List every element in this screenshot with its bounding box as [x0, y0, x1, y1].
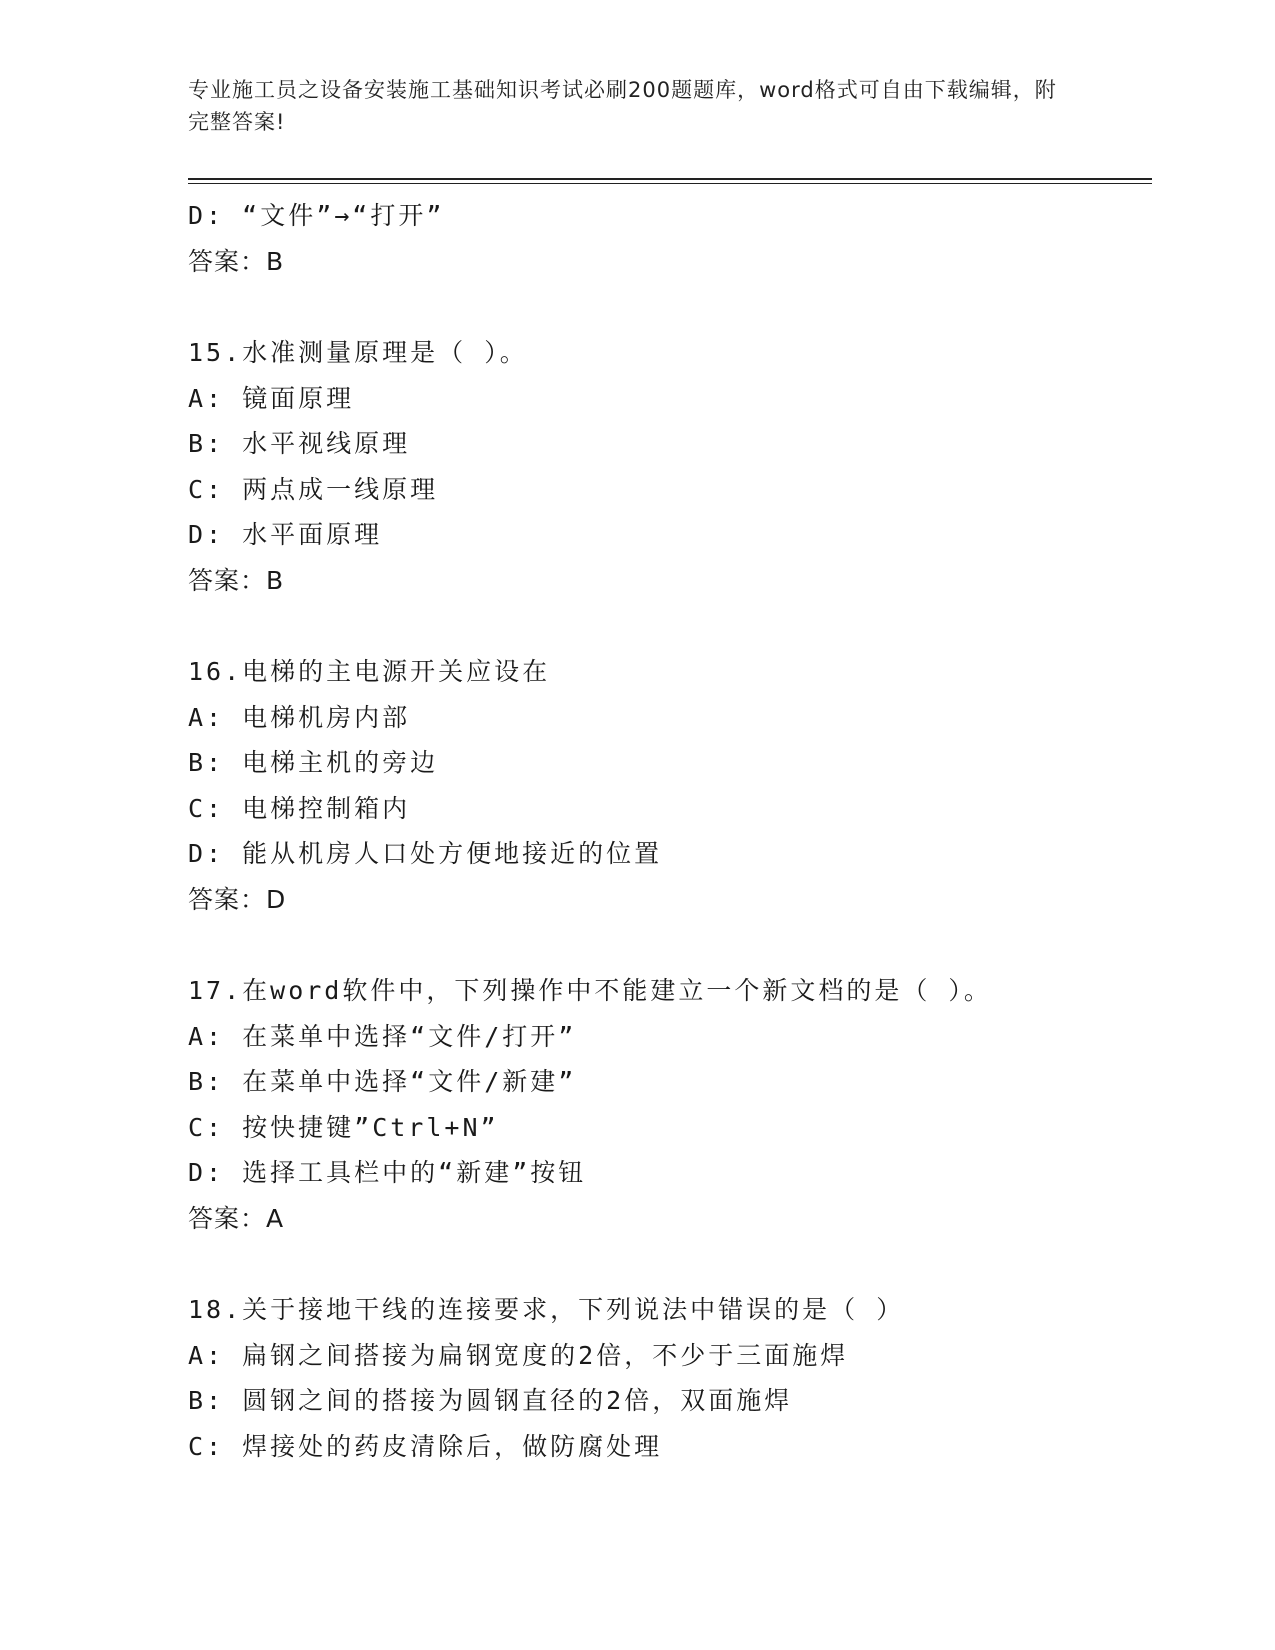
option-d: D: “文件”→“打开” [188, 201, 445, 230]
document-body [188, 193, 1148, 1469]
option-b: B: 在菜单中选择“文件/新建” [188, 1067, 577, 1096]
option-c: C: 两点成一线原理 [188, 474, 439, 504]
option-c: C: 焊接处的药皮清除后，做防腐处理 [188, 1431, 663, 1461]
answer-line: 答案：A [188, 1203, 285, 1233]
option-d: D: 水平面原理 [188, 520, 383, 549]
option-a: A: 扁钢之间搭接为扁钢宽度的2倍，不少于三面施焊 [188, 1340, 849, 1370]
answer-line: 答案：B [188, 565, 285, 595]
option-a: A: 在菜单中选择“文件/打开” [188, 1021, 577, 1051]
question-15 [188, 330, 1148, 603]
question-16 [188, 649, 1148, 922]
option-c: C: 按快捷键”Ctrl+N” [188, 1112, 499, 1142]
question-stem: 17.在word软件中，下列操作中不能建立一个新文档的是（ ）。 [188, 976, 992, 1005]
header-divider-thin [188, 183, 1152, 184]
question-stem: 15.水准测量原理是（ ）。 [188, 338, 528, 367]
question-14-tail [188, 193, 1148, 284]
option-a: A: 镜面原理 [188, 383, 355, 413]
question-stem: 18.关于接地干线的连接要求，下列说法中错误的是（ ） [188, 1295, 905, 1324]
answer-line: 答案：B [188, 246, 285, 276]
option-c: C: 电梯控制箱内 [188, 793, 411, 823]
answer-line: 答案：D [188, 884, 287, 914]
option-d: D: 选择工具栏中的“新建”按钮 [188, 1158, 587, 1187]
option-d: D: 能从机房人口处方便地接近的位置 [188, 839, 663, 868]
option-a: A: 电梯机房内部 [188, 702, 411, 732]
header-divider-thick [188, 178, 1152, 180]
question-18 [188, 1287, 1148, 1469]
question-17 [188, 968, 1148, 1241]
option-b: B: 圆钢之间的搭接为圆钢直径的2倍，双面施焊 [188, 1386, 793, 1415]
question-stem: 16.电梯的主电源开关应设在 [188, 657, 551, 686]
page-header: 专业施工员之设备安装施工基础知识考试必刷200题题库，word格式可自由下载编辑，附完整答案! [188, 78, 1057, 134]
option-b: B: 水平视线原理 [188, 429, 411, 458]
option-b: B: 电梯主机的旁边 [188, 748, 439, 777]
